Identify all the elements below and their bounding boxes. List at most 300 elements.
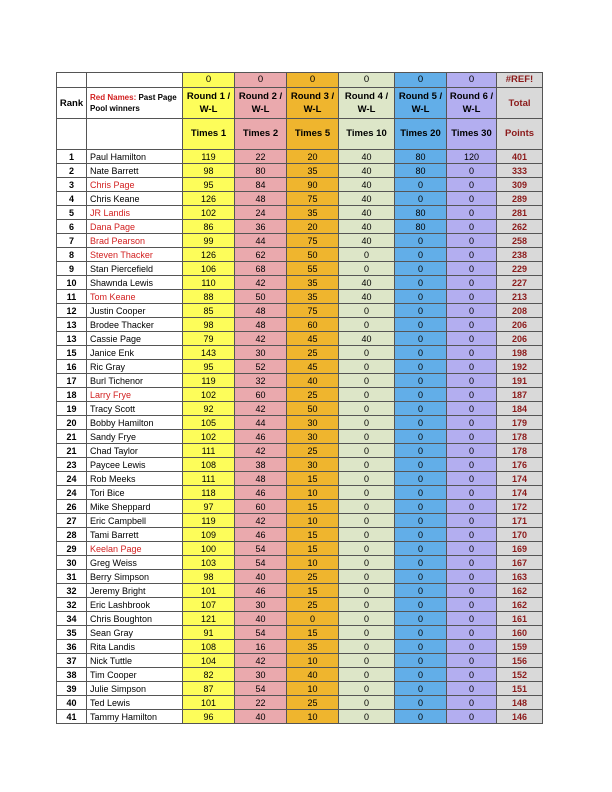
table-row (57, 430, 543, 444)
round2-score-cell: 50 (235, 290, 287, 304)
round5-score-cell: 0 (395, 402, 447, 416)
round2-score-cell: 54 (235, 682, 287, 696)
round5-score-cell: 0 (395, 262, 447, 276)
round2-score-cell: 22 (235, 696, 287, 710)
round6-score-cell: 0 (447, 668, 497, 682)
round4-header: Round 4 / W-L (339, 88, 395, 119)
round3-score-cell: 10 (287, 556, 339, 570)
total-points-cell: 179 (497, 416, 543, 430)
round2-score-cell: 42 (235, 514, 287, 528)
round5-score-cell: 0 (395, 598, 447, 612)
round1-score-cell: 126 (183, 192, 235, 206)
round2-score-cell: 40 (235, 612, 287, 626)
round2-score-cell: 46 (235, 486, 287, 500)
round3-score-cell: 35 (287, 640, 339, 654)
round4-score-cell: 0 (339, 556, 395, 570)
round2-score-cell: 40 (235, 710, 287, 724)
round2-score-cell: 42 (235, 444, 287, 458)
round3-score-cell: 25 (287, 346, 339, 360)
table-row (57, 640, 543, 654)
round4-multiplier: Times 10 (339, 119, 395, 150)
rank-cell: 38 (57, 668, 87, 682)
round3-score-cell: 15 (287, 626, 339, 640)
player-name-cell: Stan Piercefield (87, 262, 183, 276)
table-row (57, 346, 543, 360)
round5-score-cell: 0 (395, 234, 447, 248)
table-row (57, 612, 543, 626)
total-points-cell: 163 (497, 570, 543, 584)
table-row (57, 584, 543, 598)
player-name-cell: Tracy Scott (87, 402, 183, 416)
rank-cell: 24 (57, 472, 87, 486)
player-name-cell: Ric Gray (87, 360, 183, 374)
round4-score-cell: 0 (339, 654, 395, 668)
round5-multiplier: Times 20 (395, 119, 447, 150)
round4-score-cell: 0 (339, 360, 395, 374)
round3-score-cell: 40 (287, 668, 339, 682)
rank-cell: 1 (57, 150, 87, 164)
round4-score-cell: 40 (339, 332, 395, 346)
round1-score-cell: 111 (183, 472, 235, 486)
header-values-row (57, 73, 543, 88)
round1-top-value: 0 (183, 73, 235, 88)
player-name-cell: Tom Keane (87, 290, 183, 304)
table-body (57, 150, 543, 724)
round4-score-cell: 0 (339, 458, 395, 472)
round2-score-cell: 30 (235, 668, 287, 682)
total-points-cell: 191 (497, 374, 543, 388)
round2-score-cell: 60 (235, 388, 287, 402)
round5-score-cell: 0 (395, 388, 447, 402)
round1-score-cell: 106 (183, 262, 235, 276)
player-name-cell: Shawnda Lewis (87, 276, 183, 290)
round5-score-cell: 0 (395, 528, 447, 542)
round4-score-cell: 40 (339, 234, 395, 248)
total-points-cell: 281 (497, 206, 543, 220)
rank-cell: 15 (57, 346, 87, 360)
table-row (57, 696, 543, 710)
round5-score-cell: 0 (395, 500, 447, 514)
round1-score-cell: 121 (183, 612, 235, 626)
total-points-cell: 146 (497, 710, 543, 724)
table-row (57, 710, 543, 724)
rank-cell: 26 (57, 500, 87, 514)
round1-multiplier: Times 1 (183, 119, 235, 150)
round5-score-cell: 0 (395, 584, 447, 598)
round4-score-cell: 0 (339, 640, 395, 654)
standings-table (56, 72, 543, 724)
table-row (57, 682, 543, 696)
round6-score-cell: 0 (447, 360, 497, 374)
round6-score-cell: 0 (447, 248, 497, 262)
round4-score-cell: 0 (339, 416, 395, 430)
table-row (57, 150, 543, 164)
points-header: Points (497, 119, 543, 150)
rank-cell: 13 (57, 318, 87, 332)
round1-score-cell: 108 (183, 458, 235, 472)
total-points-cell: 178 (497, 430, 543, 444)
table-row (57, 556, 543, 570)
round4-score-cell: 0 (339, 486, 395, 500)
round3-score-cell: 75 (287, 192, 339, 206)
player-name-cell: Berry Simpson (87, 570, 183, 584)
round6-score-cell: 0 (447, 710, 497, 724)
round6-score-cell: 0 (447, 262, 497, 276)
table-row (57, 192, 543, 206)
table-row (57, 654, 543, 668)
total-points-cell: 159 (497, 640, 543, 654)
round3-score-cell: 25 (287, 696, 339, 710)
round6-score-cell: 0 (447, 654, 497, 668)
round4-score-cell: 40 (339, 206, 395, 220)
total-points-cell: 176 (497, 458, 543, 472)
round4-score-cell: 0 (339, 542, 395, 556)
player-name-cell: Keelan Page (87, 542, 183, 556)
round2-score-cell: 52 (235, 360, 287, 374)
player-name-cell: Julie Simpson (87, 682, 183, 696)
table-row (57, 164, 543, 178)
round1-score-cell: 111 (183, 444, 235, 458)
total-points-cell: 161 (497, 612, 543, 626)
rank-cell: 21 (57, 430, 87, 444)
player-name-cell: Dana Page (87, 220, 183, 234)
rank-cell: 41 (57, 710, 87, 724)
table-row (57, 486, 543, 500)
round1-score-cell: 92 (183, 402, 235, 416)
round6-score-cell: 0 (447, 276, 497, 290)
round3-multiplier: Times 5 (287, 119, 339, 150)
round3-top-value: 0 (287, 73, 339, 88)
round5-score-cell: 0 (395, 318, 447, 332)
round4-score-cell: 0 (339, 318, 395, 332)
round3-score-cell: 50 (287, 402, 339, 416)
player-name-cell: Chris Boughton (87, 612, 183, 626)
round1-score-cell: 107 (183, 598, 235, 612)
round1-score-cell: 96 (183, 710, 235, 724)
total-points-cell: 227 (497, 276, 543, 290)
rank-cell: 39 (57, 682, 87, 696)
total-header: Total (497, 88, 543, 119)
round3-score-cell: 25 (287, 570, 339, 584)
round6-score-cell: 0 (447, 458, 497, 472)
round5-score-cell: 0 (395, 542, 447, 556)
table-row (57, 318, 543, 332)
round2-score-cell: 22 (235, 150, 287, 164)
total-points-cell: 174 (497, 472, 543, 486)
round2-score-cell: 44 (235, 234, 287, 248)
round3-score-cell: 20 (287, 150, 339, 164)
table-row (57, 668, 543, 682)
round4-score-cell: 0 (339, 444, 395, 458)
round1-score-cell: 98 (183, 164, 235, 178)
round5-score-cell: 0 (395, 556, 447, 570)
player-name-cell: Tammy Hamilton (87, 710, 183, 724)
round6-score-cell: 0 (447, 318, 497, 332)
player-name-cell: Mike Sheppard (87, 500, 183, 514)
player-name-cell: Bobby Hamilton (87, 416, 183, 430)
round2-score-cell: 48 (235, 192, 287, 206)
round3-score-cell: 50 (287, 248, 339, 262)
total-points-cell: 289 (497, 192, 543, 206)
table-row (57, 570, 543, 584)
round1-score-cell: 98 (183, 318, 235, 332)
round1-score-cell: 95 (183, 178, 235, 192)
round4-score-cell: 0 (339, 682, 395, 696)
round5-score-cell: 0 (395, 430, 447, 444)
total-points-cell: 178 (497, 444, 543, 458)
round6-score-cell: 0 (447, 584, 497, 598)
round5-score-cell: 80 (395, 150, 447, 164)
player-name-cell: Eric Lashbrook (87, 598, 183, 612)
round6-score-cell: 0 (447, 486, 497, 500)
round5-score-cell: 0 (395, 472, 447, 486)
rank-cell: 36 (57, 640, 87, 654)
rank-cell: 30 (57, 556, 87, 570)
round6-score-cell: 0 (447, 514, 497, 528)
round1-score-cell: 86 (183, 220, 235, 234)
header-multipliers-row (57, 119, 543, 150)
total-points-cell: 152 (497, 668, 543, 682)
total-points-cell: 187 (497, 388, 543, 402)
table-row (57, 248, 543, 262)
round4-score-cell: 0 (339, 584, 395, 598)
round6-score-cell: 0 (447, 612, 497, 626)
round4-score-cell: 0 (339, 304, 395, 318)
player-name-cell: Rita Landis (87, 640, 183, 654)
round2-score-cell: 48 (235, 318, 287, 332)
round1-score-cell: 119 (183, 374, 235, 388)
table-row (57, 304, 543, 318)
round5-score-cell: 80 (395, 164, 447, 178)
round3-score-cell: 30 (287, 416, 339, 430)
round3-score-cell: 10 (287, 514, 339, 528)
rank-cell: 16 (57, 360, 87, 374)
round2-score-cell: 46 (235, 528, 287, 542)
round3-score-cell: 35 (287, 276, 339, 290)
rank-cell: 21 (57, 444, 87, 458)
round4-score-cell: 0 (339, 374, 395, 388)
round2-score-cell: 32 (235, 374, 287, 388)
round6-header: Round 6 / W-L (447, 88, 497, 119)
round2-score-cell: 68 (235, 262, 287, 276)
total-points-cell: 401 (497, 150, 543, 164)
round3-score-cell: 25 (287, 444, 339, 458)
round4-score-cell: 0 (339, 514, 395, 528)
standings-sheet (56, 72, 543, 724)
round5-score-cell: 0 (395, 276, 447, 290)
header-blank-cell (87, 73, 183, 88)
round2-score-cell: 80 (235, 164, 287, 178)
round3-score-cell: 45 (287, 332, 339, 346)
round3-score-cell: 10 (287, 654, 339, 668)
round6-score-cell: 0 (447, 640, 497, 654)
round2-top-value: 0 (235, 73, 287, 88)
total-points-cell: 192 (497, 360, 543, 374)
total-points-cell: 206 (497, 332, 543, 346)
round1-score-cell: 95 (183, 360, 235, 374)
table-row (57, 514, 543, 528)
round1-score-cell: 110 (183, 276, 235, 290)
round1-score-cell: 103 (183, 556, 235, 570)
total-points-cell: 238 (497, 248, 543, 262)
round4-score-cell: 0 (339, 710, 395, 724)
round4-score-cell: 40 (339, 220, 395, 234)
round4-score-cell: 40 (339, 276, 395, 290)
round5-header: Round 5 / W-L (395, 88, 447, 119)
round5-score-cell: 0 (395, 696, 447, 710)
round1-score-cell: 102 (183, 206, 235, 220)
total-points-cell: 262 (497, 220, 543, 234)
round3-score-cell: 10 (287, 486, 339, 500)
round5-score-cell: 0 (395, 682, 447, 696)
round6-score-cell: 0 (447, 192, 497, 206)
round5-score-cell: 0 (395, 346, 447, 360)
round2-score-cell: 42 (235, 332, 287, 346)
table-row (57, 500, 543, 514)
round4-score-cell: 40 (339, 192, 395, 206)
round1-score-cell: 85 (183, 304, 235, 318)
player-name-cell: Burl Tichenor (87, 374, 183, 388)
table-row (57, 542, 543, 556)
player-name-cell: Justin Cooper (87, 304, 183, 318)
round5-score-cell: 0 (395, 444, 447, 458)
player-name-cell: Chad Taylor (87, 444, 183, 458)
round4-score-cell: 0 (339, 346, 395, 360)
round5-score-cell: 0 (395, 570, 447, 584)
round3-score-cell: 75 (287, 234, 339, 248)
round3-score-cell: 15 (287, 584, 339, 598)
table-row (57, 234, 543, 248)
round2-score-cell: 46 (235, 430, 287, 444)
round5-score-cell: 0 (395, 374, 447, 388)
player-name-cell: Steven Thacker (87, 248, 183, 262)
rank-cell: 17 (57, 374, 87, 388)
round6-score-cell: 0 (447, 178, 497, 192)
round2-score-cell: 54 (235, 626, 287, 640)
rank-cell: 6 (57, 220, 87, 234)
round1-score-cell: 102 (183, 430, 235, 444)
round2-score-cell: 30 (235, 598, 287, 612)
player-name-cell: Greg Weiss (87, 556, 183, 570)
round1-score-cell: 101 (183, 696, 235, 710)
round5-score-cell: 0 (395, 178, 447, 192)
round4-score-cell: 0 (339, 612, 395, 626)
round2-score-cell: 38 (235, 458, 287, 472)
round6-score-cell: 0 (447, 682, 497, 696)
round4-score-cell: 0 (339, 528, 395, 542)
round1-score-cell: 126 (183, 248, 235, 262)
round6-score-cell: 0 (447, 556, 497, 570)
player-name-cell: Chris Page (87, 178, 183, 192)
round3-score-cell: 25 (287, 388, 339, 402)
round1-score-cell: 118 (183, 486, 235, 500)
player-name-cell: Nate Barrett (87, 164, 183, 178)
note-red-label: Red Names: (90, 93, 137, 102)
round1-score-cell: 87 (183, 682, 235, 696)
round2-score-cell: 42 (235, 402, 287, 416)
player-name-cell: Janice Enk (87, 346, 183, 360)
total-points-cell: 333 (497, 164, 543, 178)
round2-score-cell: 46 (235, 584, 287, 598)
round4-score-cell: 40 (339, 178, 395, 192)
round6-score-cell: 0 (447, 570, 497, 584)
round1-score-cell: 97 (183, 500, 235, 514)
round3-score-cell: 35 (287, 206, 339, 220)
rank-cell: 35 (57, 626, 87, 640)
round5-score-cell: 0 (395, 710, 447, 724)
rank-cell: 24 (57, 486, 87, 500)
round5-score-cell: 0 (395, 514, 447, 528)
round6-score-cell: 0 (447, 430, 497, 444)
table-row (57, 290, 543, 304)
player-name-cell: Cassie Page (87, 332, 183, 346)
rank-cell: 2 (57, 164, 87, 178)
round3-score-cell: 15 (287, 528, 339, 542)
total-points-cell: 162 (497, 584, 543, 598)
round5-top-value: 0 (395, 73, 447, 88)
table-row (57, 206, 543, 220)
round5-score-cell: 0 (395, 640, 447, 654)
round3-score-cell: 55 (287, 262, 339, 276)
round5-score-cell: 0 (395, 458, 447, 472)
total-points-cell: 162 (497, 598, 543, 612)
round4-score-cell: 0 (339, 248, 395, 262)
total-points-cell: 198 (497, 346, 543, 360)
total-points-cell: 206 (497, 318, 543, 332)
rank-cell: 13 (57, 332, 87, 346)
round5-score-cell: 0 (395, 416, 447, 430)
player-name-cell: Sean Gray (87, 626, 183, 640)
round4-top-value: 0 (339, 73, 395, 88)
round5-score-cell: 0 (395, 654, 447, 668)
round2-score-cell: 54 (235, 556, 287, 570)
round2-score-cell: 44 (235, 416, 287, 430)
round2-score-cell: 16 (235, 640, 287, 654)
round6-score-cell: 0 (447, 626, 497, 640)
round4-score-cell: 0 (339, 500, 395, 514)
round4-score-cell: 0 (339, 402, 395, 416)
table-row (57, 416, 543, 430)
round2-score-cell: 24 (235, 206, 287, 220)
round1-score-cell: 79 (183, 332, 235, 346)
rank-cell: 7 (57, 234, 87, 248)
round4-score-cell: 0 (339, 570, 395, 584)
round6-score-cell: 0 (447, 346, 497, 360)
round5-score-cell: 0 (395, 332, 447, 346)
total-points-cell: 174 (497, 486, 543, 500)
round2-score-cell: 42 (235, 276, 287, 290)
round5-score-cell: 0 (395, 192, 447, 206)
header-blank-cell (57, 73, 87, 88)
rank-cell: 32 (57, 598, 87, 612)
rank-cell: 5 (57, 206, 87, 220)
round2-score-cell: 84 (235, 178, 287, 192)
header-rounds-row (57, 88, 543, 119)
round3-score-cell: 15 (287, 500, 339, 514)
round4-score-cell: 0 (339, 262, 395, 276)
rank-cell: 20 (57, 416, 87, 430)
rank-cell: 32 (57, 584, 87, 598)
round4-score-cell: 40 (339, 164, 395, 178)
table-row (57, 472, 543, 486)
round3-score-cell: 35 (287, 290, 339, 304)
table-row (57, 360, 543, 374)
table-row (57, 528, 543, 542)
round5-score-cell: 0 (395, 668, 447, 682)
round1-score-cell: 101 (183, 584, 235, 598)
table-row (57, 444, 543, 458)
rank-cell: 10 (57, 276, 87, 290)
